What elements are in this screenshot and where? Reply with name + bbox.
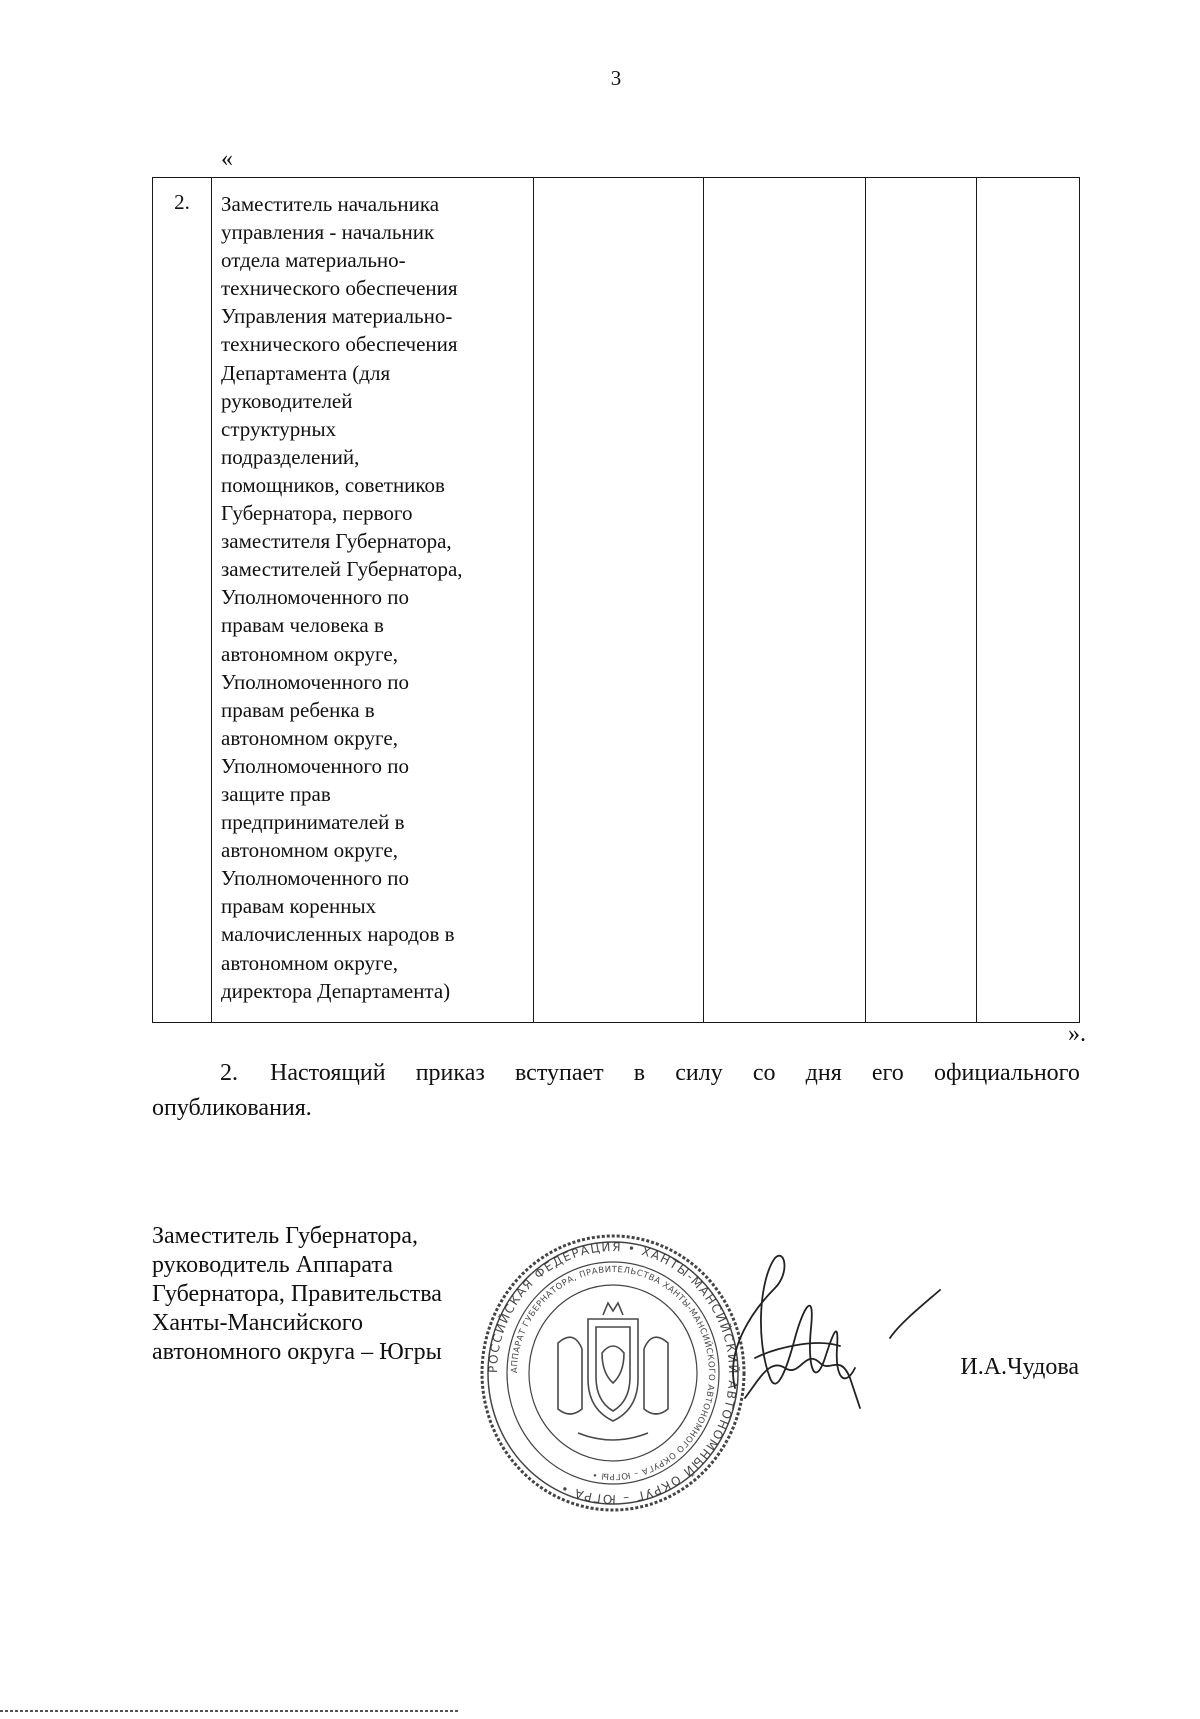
position-name-cell (212, 178, 534, 1023)
position-name-line: Губернатора, первого (221, 501, 413, 526)
signer-title-line: автономного округа – Югры (152, 1339, 442, 1365)
position-name-line: Уполномоченного по (221, 585, 409, 610)
signer-title-line: Заместитель Губернатора, (152, 1223, 419, 1249)
page-number: 3 (610, 66, 622, 90)
empty-cell (977, 178, 1080, 1023)
paragraph-word: его (871, 1060, 904, 1086)
signature (715, 1228, 945, 1428)
empty-cell (866, 178, 977, 1023)
paragraph-word: официального (933, 1060, 1080, 1086)
position-name-line: Уполномоченного по (221, 753, 409, 778)
seal-outer-text: РОССИЙСКАЯ ФЕДЕРАЦИЯ • ХАНТЫ-МАНСИЙСКИЙ АВТОНОМНЫЙ ОКРУГ – ЮГРА • (485, 1239, 741, 1507)
position-name-line: автономном округе, (221, 950, 398, 975)
position-name-line: автономном округе, (221, 641, 398, 666)
position-name-line: правам коренных (221, 894, 377, 919)
position-name-line: подразделений, (221, 444, 360, 469)
table-row (153, 178, 1080, 1023)
empty-cell (534, 178, 704, 1023)
position-name-line: автономном округе, (221, 838, 398, 863)
paragraph-word: дня (805, 1060, 842, 1086)
position-name-line: структурных (221, 416, 337, 441)
paragraph-line: опубликования. (152, 1095, 312, 1121)
position-name-line: отдела материально- (221, 248, 406, 273)
position-name-line: Уполномоченного по (221, 669, 409, 694)
position-name-line: предпринимателей в (221, 810, 405, 835)
position-name-line: малочисленных народов в (221, 922, 455, 947)
signer-title (152, 1222, 442, 1367)
signer-title-line: Ханты-Мансийского (152, 1310, 363, 1336)
position-name-line: помощников, советников (221, 472, 445, 497)
paragraph-word: приказ (415, 1060, 485, 1086)
svg-text:АППАРАТ ГУБЕРНАТОРА, ПРАВИТЕЛЬ (510, 1265, 716, 1481)
position-name-line: руководителей (221, 388, 353, 413)
empty-cell (704, 178, 866, 1023)
paragraph-line (152, 1056, 1080, 1091)
position-name-line: управления - начальник (221, 220, 435, 245)
paragraph-item-2 (152, 1056, 1080, 1126)
position-name-line: директора Департамента) (221, 978, 451, 1003)
signer-title-line: Губернатора, Правительства (152, 1281, 442, 1307)
positions-table (152, 177, 1080, 1023)
paragraph-word: силу (675, 1060, 723, 1086)
position-name-line: заместителя Губернатора, (221, 529, 452, 554)
paragraph-words (270, 1056, 1080, 1091)
paragraph-word: в (633, 1060, 646, 1086)
position-name-line: Управления материально- (221, 304, 453, 329)
opening-quote: « (221, 146, 233, 172)
position-name-line: Заместитель начальника (221, 192, 440, 216)
bottom-rule (0, 1710, 460, 1712)
signer-title-line: руководитель Аппарата (152, 1252, 393, 1278)
position-name-line: Департамента (для (221, 360, 391, 385)
signer-name: И.А.Чудова (960, 1354, 1079, 1380)
position-name-line: заместителей Губернатора, (221, 557, 463, 582)
position-name-line: правам ребенка в (221, 697, 375, 722)
position-name-line: технического обеспечения (221, 276, 458, 301)
paragraph-word: вступает (514, 1060, 604, 1086)
row-number-cell: 2. (153, 178, 212, 1023)
position-name-line: технического обеспечения (221, 332, 458, 357)
position-name-line: защите прав (221, 781, 331, 806)
paragraph-word: со (752, 1060, 776, 1086)
position-name-line: Уполномоченного по (221, 866, 409, 891)
paragraph-word: Настоящий (270, 1060, 386, 1086)
paragraph-number: 2. (220, 1060, 238, 1086)
seal-inner-text: АППАРАТ ГУБЕРНАТОРА, ПРАВИТЕЛЬСТВА ХАНТЫ-МАНСИЙСКОГО АВТОНОМНОГО ОКРУГА – ЮГРЫ • (509, 1264, 717, 1482)
position-name-line: правам человека в (221, 613, 384, 638)
position-name-line: автономном округе, (221, 725, 398, 750)
official-seal (478, 1233, 748, 1513)
closing-quote: ». (1068, 1021, 1086, 1047)
